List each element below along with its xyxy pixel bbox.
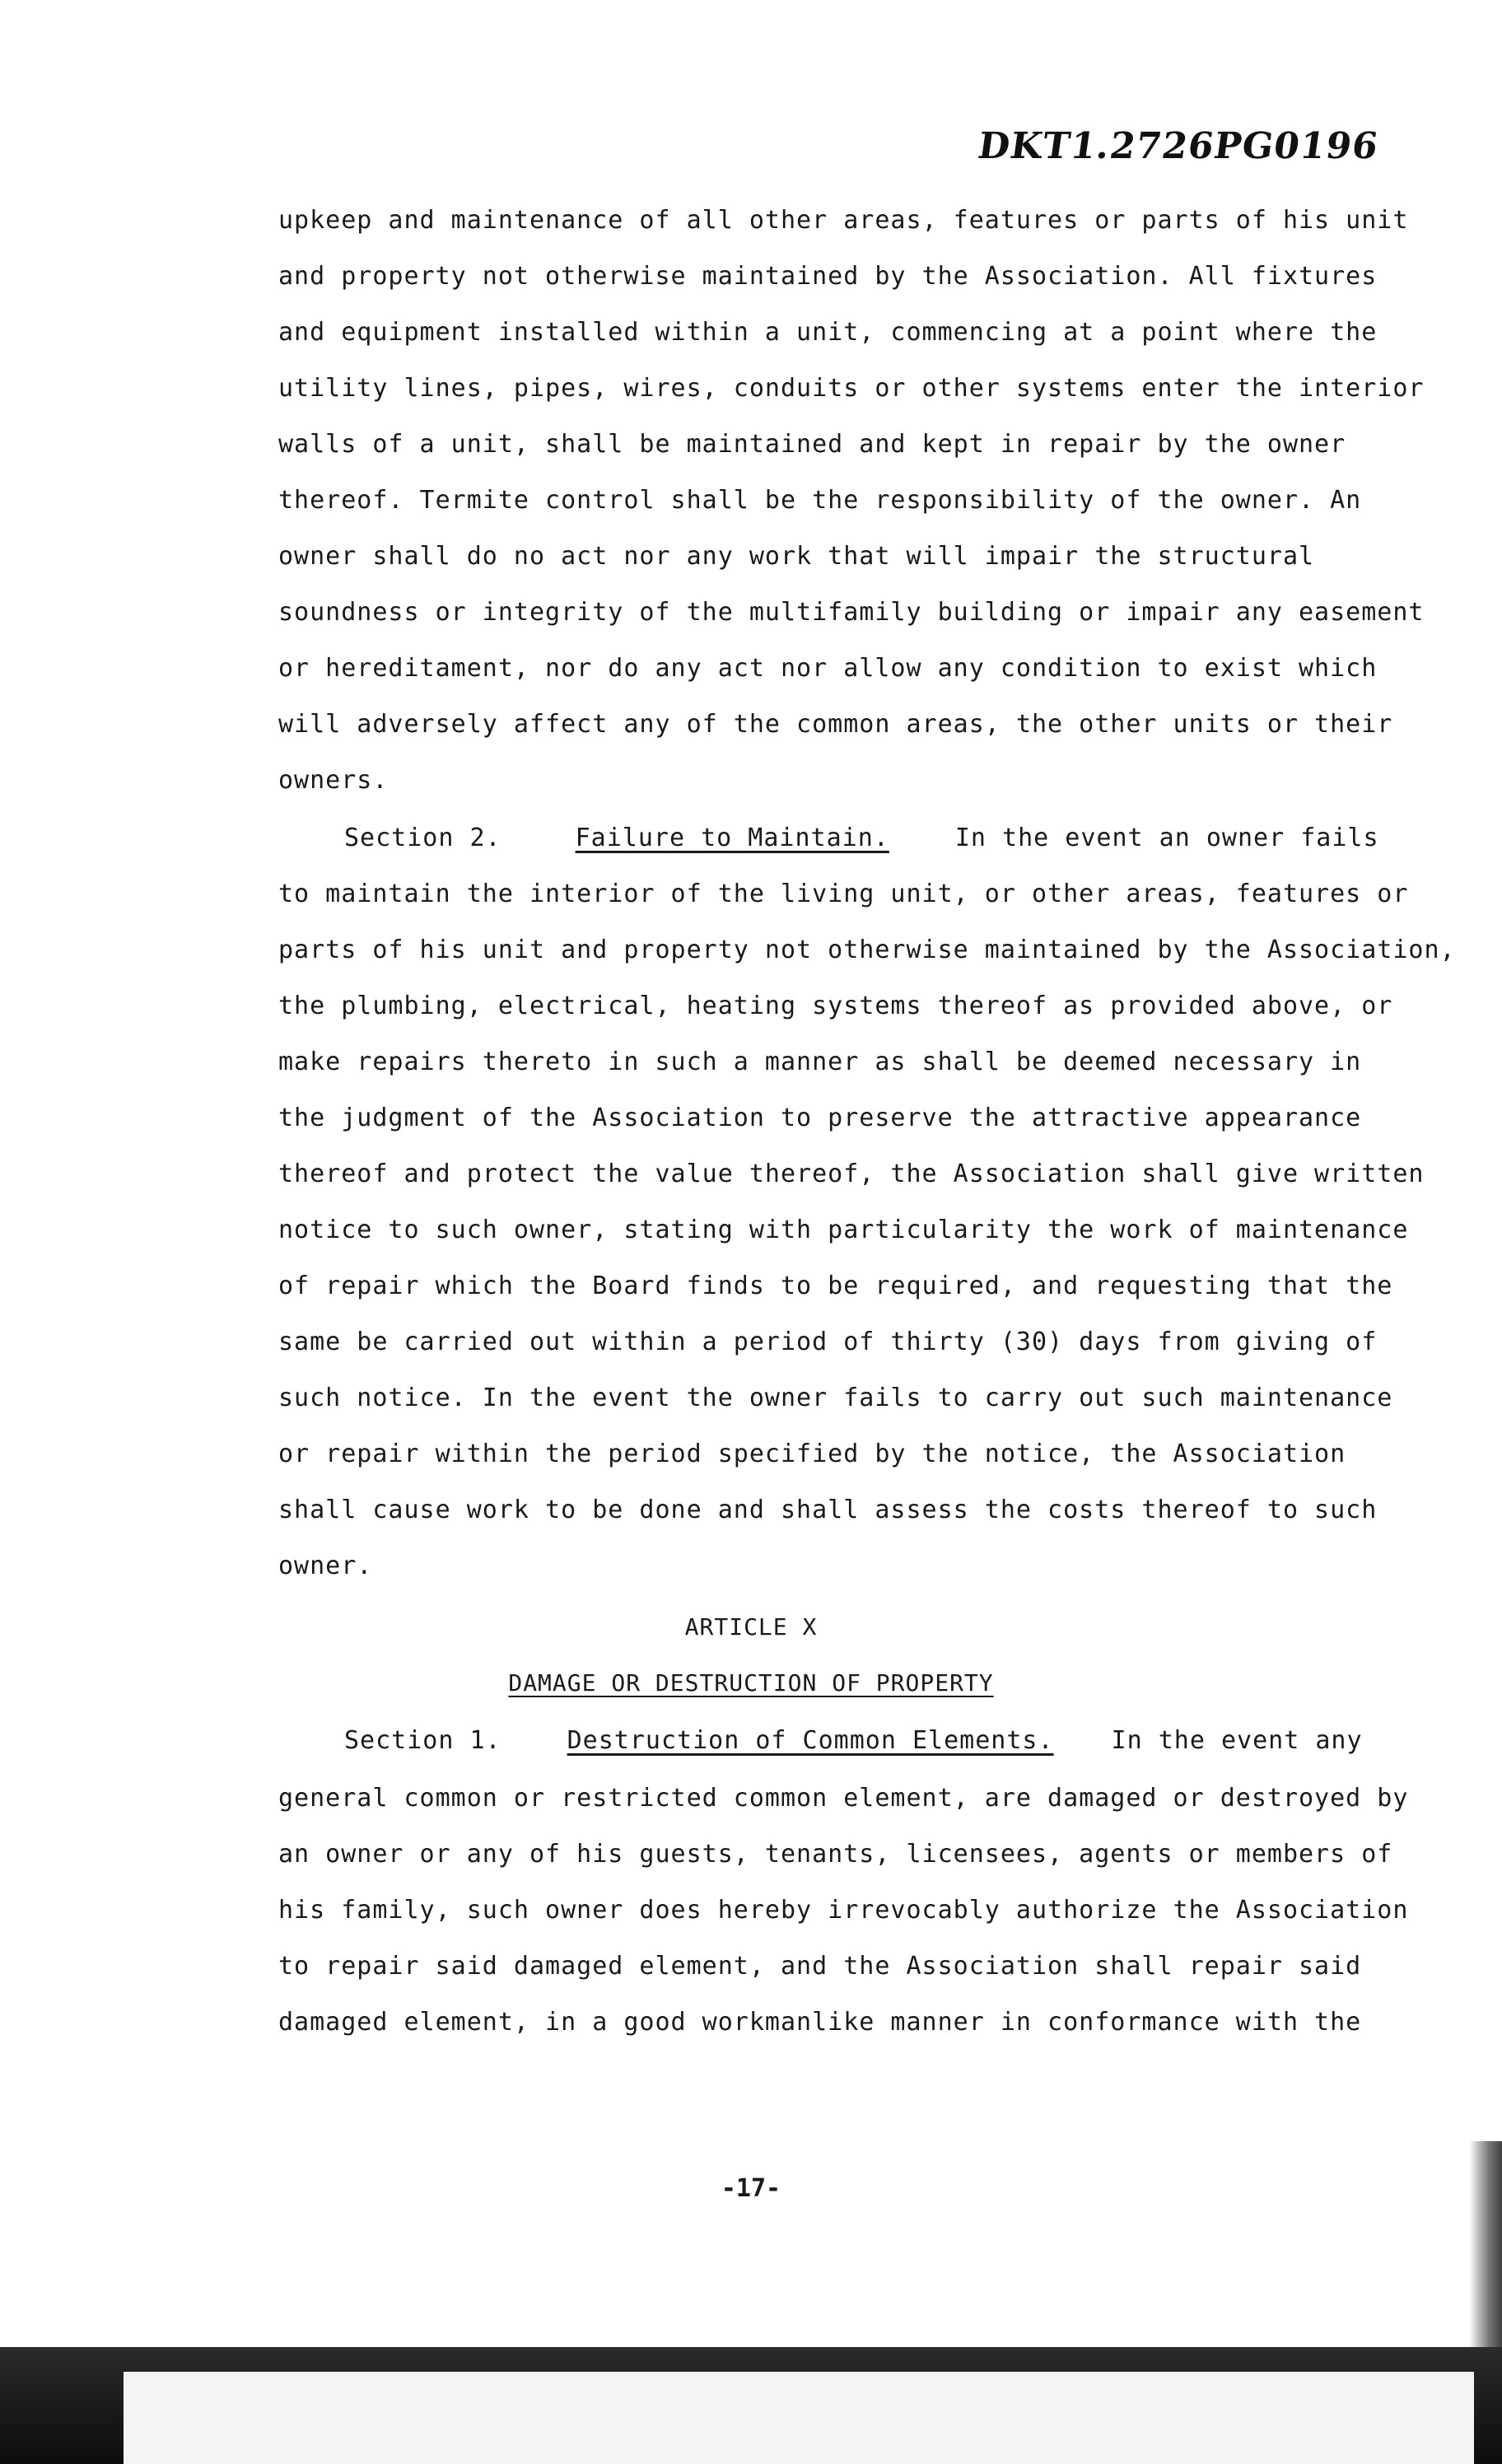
text-line: or repair within the period specified by the notice, the Association xyxy=(278,1440,1346,1468)
text-line: thereof and protect the value thereof, the Association shall give written xyxy=(278,1160,1425,1188)
text-line: and equipment installed within a unit, commencing at a point where the xyxy=(278,318,1378,347)
text-line: his family, such owner does hereby irrevocably authorize the Association xyxy=(278,1896,1409,1925)
text-line: walls of a unit, shall be maintained and kept in repair by the owner xyxy=(278,430,1346,459)
text-line: to maintain the interior of the living unit, or other areas, features or xyxy=(278,880,1409,908)
text-line: damaged element, in a good workmanlike manner in conformance with the xyxy=(278,2008,1362,2037)
article-title xyxy=(0,1668,1502,1698)
text-line: owners. xyxy=(278,766,389,795)
text-line: thereof. Termite control shall be the responsibility of the owner. An xyxy=(278,486,1362,515)
text-line: such notice. In the event the owner fails to carry out such maintenance xyxy=(278,1384,1393,1412)
text-line: will adversely affect any of the common areas, the other units or their xyxy=(278,710,1393,739)
section-1-first-line-text: In the event any xyxy=(1111,1726,1363,1755)
section-2-first-line-text: In the event an owner fails xyxy=(954,824,1379,852)
section-1-heading: Destruction of Common Elements. xyxy=(567,1726,1054,1755)
text-line: of repair which the Board finds to be required, and requesting that the xyxy=(278,1272,1393,1300)
section-2-heading: Failure to Maintain. xyxy=(575,824,889,852)
text-line: parts of his unit and property not otherwise maintained by the Association, xyxy=(278,936,1456,964)
text-line: to repair said damaged element, and the Association shall repair said xyxy=(278,1952,1362,1981)
text-line: the plumbing, electrical, heating systems thereof as provided above, or xyxy=(278,992,1393,1020)
section-1-first-line xyxy=(344,1726,1363,1756)
text-line: general common or restricted common element, are damaged or destroyed by xyxy=(278,1784,1409,1813)
text-line: utility lines, pipes, wires, conduits or other systems enter the interior xyxy=(278,374,1425,403)
text-line: same be carried out within a period of thirty (30) days from giving of xyxy=(278,1328,1378,1356)
text-line: shall cause work to be done and shall assess the costs thereof to such xyxy=(278,1496,1378,1524)
article-number: ARTICLE X xyxy=(684,1613,818,1640)
text-line: or hereditament, nor do any act nor allow any condition to exist which xyxy=(278,654,1378,683)
article-title-text: DAMAGE OR DESTRUCTION OF PROPERTY xyxy=(508,1669,994,1696)
text-line: upkeep and maintenance of all other areas, features or parts of his unit xyxy=(278,206,1409,235)
section-1-label: Section 1. xyxy=(344,1726,501,1755)
section-2-label: Section 2. xyxy=(344,824,501,852)
scan-shadow-right xyxy=(1469,2141,1502,2355)
text-line: owner shall do no act nor any work that will impair the structural xyxy=(278,542,1315,571)
book-page-stamp: DKT1.2726PG0196 xyxy=(975,125,1382,167)
text-line: notice to such owner, stating with particularity the work of maintenance xyxy=(278,1216,1409,1244)
text-line: soundness or integrity of the multifamily building or impair any easement xyxy=(278,598,1425,627)
text-line: the judgment of the Association to preserve the attractive appearance xyxy=(278,1104,1362,1132)
section-2-first-line xyxy=(344,824,1379,853)
scan-next-page-edge xyxy=(124,2372,1474,2464)
text-line: make repairs thereto in such a manner as shall be deemed necessary in xyxy=(278,1048,1362,1076)
page-number: -17- xyxy=(721,2174,781,2203)
text-line: and property not otherwise maintained by the Association. All fixtures xyxy=(278,262,1378,291)
text-line: an owner or any of his guests, tenants, licensees, agents or members of xyxy=(278,1840,1393,1869)
text-line: owner. xyxy=(278,1552,373,1580)
